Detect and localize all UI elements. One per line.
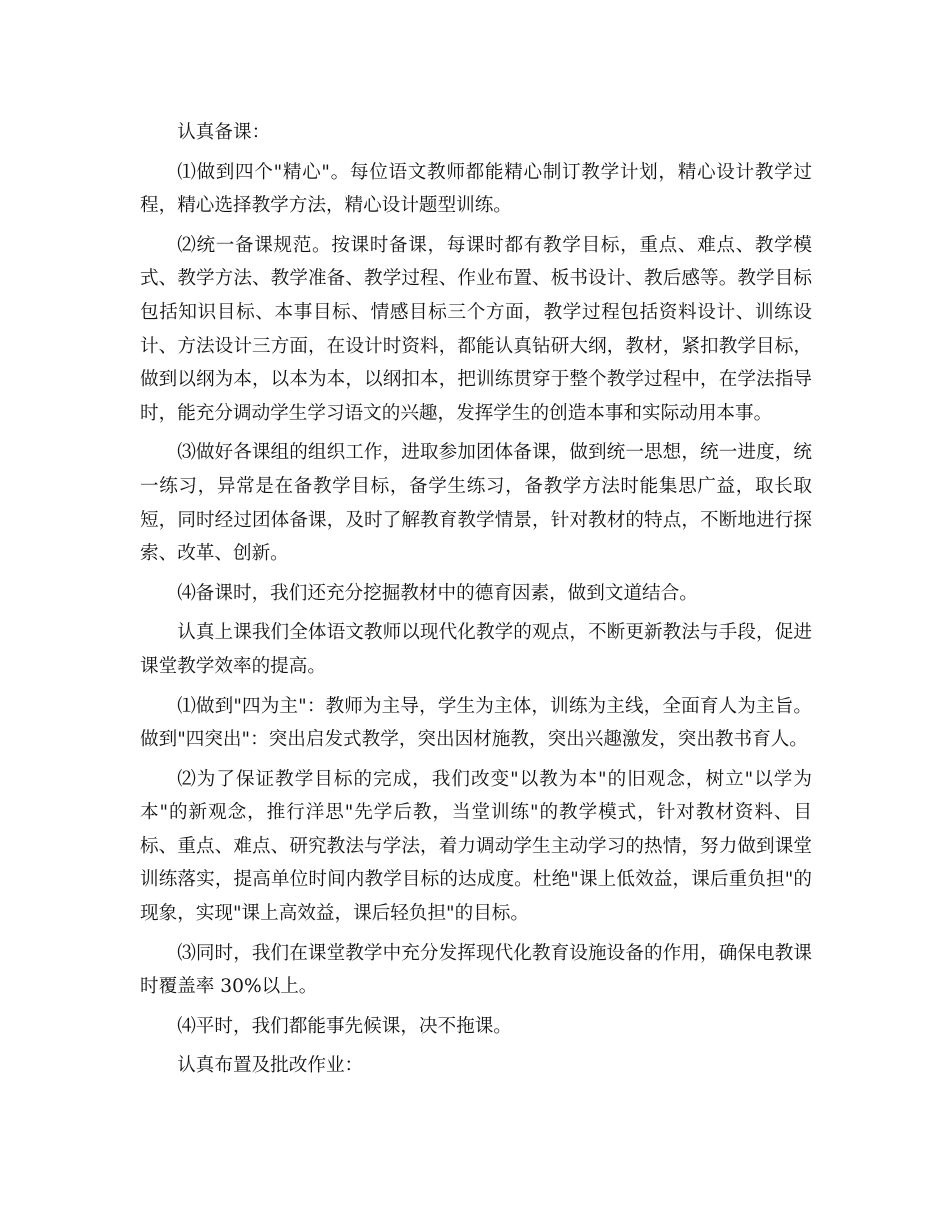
paragraph: ⑴做到四个"精心"。每位语文教师都能精心制订教学计划，精心设计教学过程，精心选择教学方法，精心设计题型训练。 xyxy=(140,161,812,217)
paragraph: ⑴做到"四为主"：教师为主导，学生为主体，训练为主线，全面育人为主旨。做到"四突出"：突出启发式教学，突出因材施教，突出兴趣激发，突出教书育人。 xyxy=(140,695,812,751)
document-body xyxy=(140,116,812,1089)
heading-preparation: 认真备课： xyxy=(177,122,271,143)
paragraph: ⑷平时，我们都能事先候课，决不拖课。 xyxy=(177,1015,512,1037)
paragraph: ⑶做好各课组的组织工作，进取参加团体备课，做到统一思想，统一进度，统一练习，异常是在备教学目标，备学生练习，备教学方法时能集思广益，取长取短，同时经过团体备课，及时了解教育教学情景，针对教材的特点，不断地进行探索、改革、创新。 xyxy=(140,442,812,565)
paragraph: 认真上课我们全体语文教师以现代化教学的观点，不断更新教法与手段，促进课堂教学效率的提高。 xyxy=(140,622,812,677)
heading-homework: 认真布置及批改作业： xyxy=(177,1055,364,1077)
paragraph: ⑵为了保证教学目标的完成，我们改变"以教为本"的旧观念，树立"以学为本"的新观念，推行洋思"先学后教，当堂训练"的教学模式，针对教材资料、目标、重点、难点、研究教法与学法，着力调动学生主动学习的热情，努力做到课堂训练落实，提高单位时间内教学目标的达成度。杜绝"课上低效益，课后重负担"的现象，实现"课上高效益，课后轻负担"的目标。 xyxy=(140,768,812,925)
paragraph: ⑷备课时，我们还充分挖掘教材中的德育因素，做到文道结合。 xyxy=(177,582,698,604)
paragraph: ⑶同时，我们在课堂教学中充分发挥现代化教育设施设备的作用，确保电教课时覆盖率 30%以上。 xyxy=(140,942,812,998)
paragraph: ⑵统一备课规范。按课时备课，每课时都有教学目标，重点、难点、教学模式、教学方法、教学准备、教学过程、作业布置、板书设计、教后感等。教学目标包括知识目标、本事目标、情感目标三个方面，教学过程包括资料设计、训练设计、方法设计三方面，在设计时资料，都能认真钻研大纲，教材，紧扣教学目标，做到以纲为本，以本为本，以纲扣本，把训练贯穿于整个教学过程中，在学法指导时，能充分调动学生学习语文的兴趣，发挥学生的创造本事和实际动用本事。 xyxy=(140,234,812,424)
